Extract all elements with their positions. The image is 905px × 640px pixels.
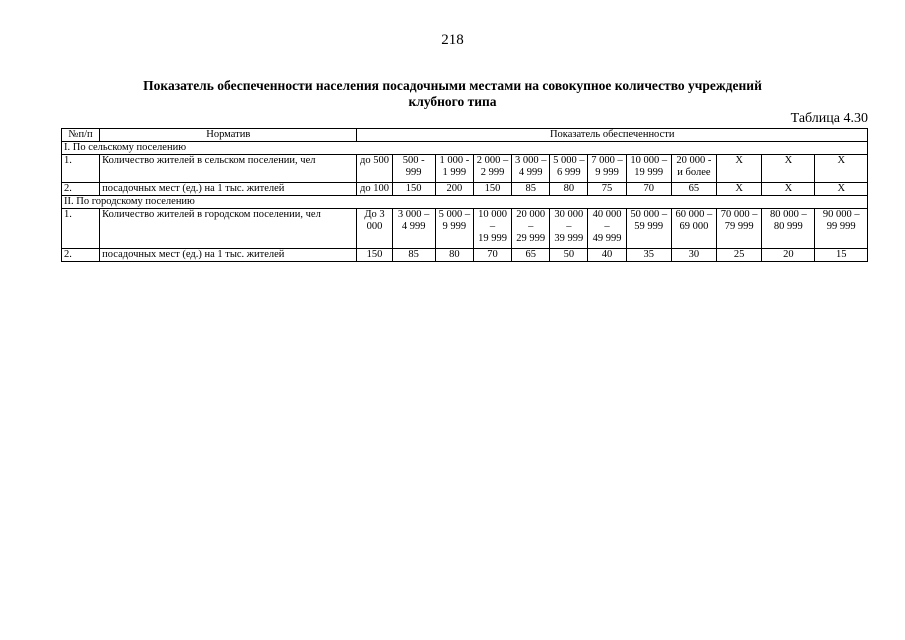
table-cell: X (762, 183, 815, 196)
table-cell (473, 209, 511, 249)
cell-line: 6 999 (557, 167, 581, 178)
cell-line: 10 000 – (630, 155, 668, 166)
table-cell (762, 209, 815, 249)
section-row (62, 142, 868, 155)
table-cell (550, 155, 588, 183)
table-cell: 80 (435, 249, 473, 262)
row-label: Количество жителей в городском поселении, чел (100, 209, 357, 249)
cell-line: 1 000 - (439, 155, 470, 166)
cell-line: До 3 (364, 209, 385, 220)
header-row (62, 129, 868, 142)
table-cell (512, 209, 550, 249)
cell-line: 19 999 (634, 167, 664, 178)
table-cell (550, 209, 588, 249)
table-cell (357, 209, 392, 249)
table-cell (815, 209, 868, 249)
table-row (62, 249, 868, 262)
cell-line: 3 000 – (514, 155, 547, 166)
table-cell: 65 (671, 183, 716, 196)
cell-line: 40 000 (592, 209, 622, 220)
header-indicator: Показатель обеспеченности (357, 129, 868, 142)
table-cell: 150 (392, 183, 435, 196)
cell-line: 1 999 (442, 167, 467, 178)
cell-line: 50 000 – (630, 209, 668, 220)
cell-line: – (566, 221, 572, 232)
row-num: 1. (62, 155, 100, 183)
cell-line: 99 999 (826, 221, 856, 232)
cell-line: 7 000 – (591, 155, 623, 166)
table-cell (717, 209, 762, 249)
table-row (62, 155, 868, 183)
section-title-rural: I. По сельскому поселению (62, 142, 868, 155)
table-cell (435, 155, 473, 183)
page-number: 218 (441, 32, 464, 48)
cell-line: 59 999 (634, 221, 664, 232)
cell-line: X (735, 155, 743, 166)
table-cell: 85 (512, 183, 550, 196)
cell-line: 80 000 – (769, 209, 807, 220)
cell-line: 20 000 (516, 209, 546, 220)
table-cell (435, 209, 473, 249)
table-cell (671, 155, 716, 183)
table-cell: 70 (473, 249, 511, 262)
document-title (95, 78, 810, 110)
table-label: Таблица 4.30 (790, 111, 868, 126)
cell-line: – (528, 221, 534, 232)
table-cell: 30 (671, 249, 716, 262)
table-cell: 40 (588, 249, 626, 262)
table-row (62, 209, 868, 249)
table-cell (357, 155, 392, 183)
cell-line: 29 999 (516, 233, 546, 244)
row-num: 1. (62, 209, 100, 249)
cell-line: – (604, 221, 610, 232)
cell-line: 60 000 – (675, 209, 713, 220)
cell-line: 80 999 (773, 221, 803, 232)
table-cell (512, 155, 550, 183)
cell-line: X (784, 155, 793, 166)
table-cell: 200 (435, 183, 473, 196)
table-cell (588, 209, 626, 249)
table-cell (762, 155, 815, 183)
table-cell (392, 155, 435, 183)
cell-line: 39 999 (554, 233, 584, 244)
section-title-urban: II. По городскому поселению (62, 196, 868, 209)
table-cell (717, 155, 762, 183)
cell-line: 19 999 (478, 233, 507, 244)
row-num: 2. (62, 249, 100, 262)
table-cell: 20 (762, 249, 815, 262)
row-label: Количество жителей в сельском поселении, чел (100, 155, 357, 183)
table-cell (588, 155, 626, 183)
table-cell: 35 (626, 249, 671, 262)
table-row (62, 183, 868, 196)
cell-line: 9 999 (442, 221, 467, 232)
table-cell: 75 (588, 183, 626, 196)
cell-line: 20 000 - (676, 155, 712, 166)
row-num: 2. (62, 183, 100, 196)
table-cell: 150 (473, 183, 511, 196)
title-line-1: Показатель обеспеченности населения посадочными местами на совокупное количество учреждений (143, 78, 762, 93)
cell-line: 79 999 (724, 221, 754, 232)
cell-line: 500 - (402, 155, 425, 166)
cell-line: X (837, 155, 846, 166)
table-cell: 70 (626, 183, 671, 196)
cell-line: 49 999 (592, 233, 622, 244)
cell-line: 69 000 (679, 221, 709, 232)
header-num: №п/п (62, 129, 100, 142)
norm-table (61, 128, 868, 262)
table-cell: 15 (815, 249, 868, 262)
table-cell: 80 (550, 183, 588, 196)
table-cell: 65 (512, 249, 550, 262)
cell-line: и более (677, 167, 711, 178)
cell-line: 9 999 (595, 167, 619, 178)
cell-line: 3 000 – (397, 209, 430, 220)
cell-line: до 500 (360, 155, 389, 166)
cell-line: 5 000 – (438, 209, 471, 220)
table-cell (626, 209, 671, 249)
table-cell (815, 155, 868, 183)
cell-line: 4 999 (518, 167, 543, 178)
table-cell: X (717, 183, 762, 196)
cell-line: 30 000 (554, 209, 584, 220)
table-cell: 85 (392, 249, 435, 262)
cell-line: 4 999 (401, 221, 426, 232)
cell-line: 999 (405, 167, 422, 178)
title-line-2: клубного типа (408, 94, 497, 109)
section-row (62, 196, 868, 209)
table-cell: 150 (357, 249, 392, 262)
cell-line: 2 999 (480, 167, 505, 178)
cell-line: 70 000 – (720, 209, 758, 220)
table-cell: 25 (717, 249, 762, 262)
table-cell (392, 209, 435, 249)
cell-line: 5 000 – (553, 155, 585, 166)
table-cell: до 100 (357, 183, 392, 196)
cell-line: 10 000 (478, 209, 507, 220)
header-norm: Норматив (100, 129, 357, 142)
table-cell: X (815, 183, 868, 196)
cell-line: 000 (366, 221, 383, 232)
row-label: посадочных мест (ед.) на 1 тыс. жителей (100, 183, 357, 196)
table-cell (671, 209, 716, 249)
table-cell (626, 155, 671, 183)
cell-line: – (489, 221, 496, 232)
table-cell: 50 (550, 249, 588, 262)
cell-line: 2 000 – (476, 155, 509, 166)
cell-line: 90 000 – (822, 209, 860, 220)
table-cell (473, 155, 511, 183)
row-label: посадочных мест (ед.) на 1 тыс. жителей (100, 249, 357, 262)
